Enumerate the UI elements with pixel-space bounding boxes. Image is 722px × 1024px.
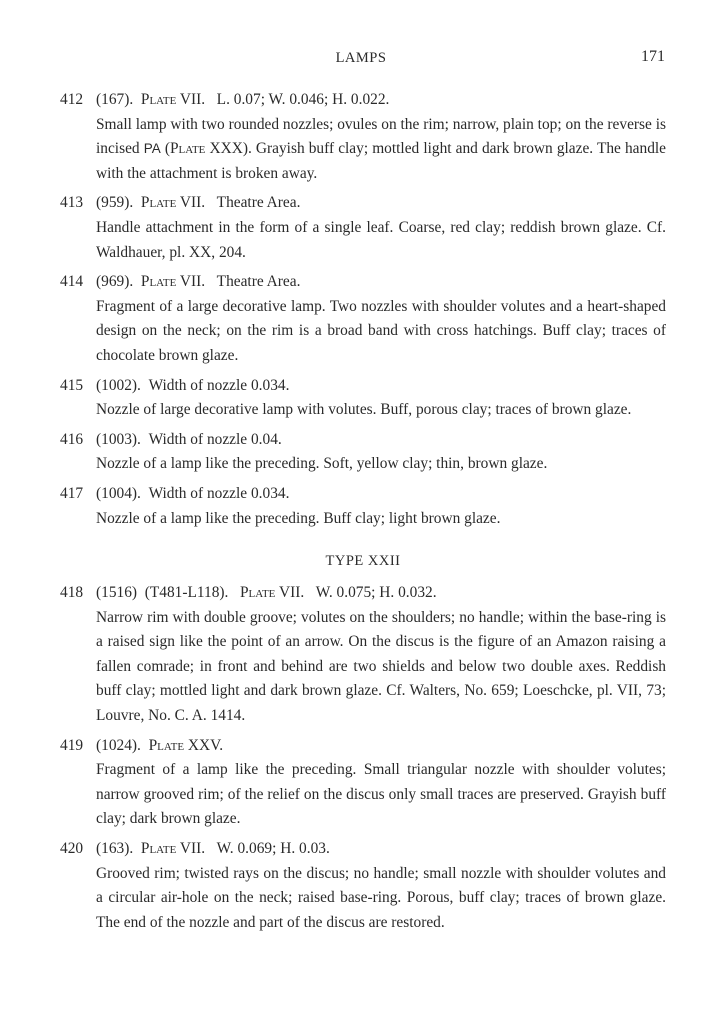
plate-ref: Plate XXV. — [148, 736, 224, 754]
entry-416 — [60, 428, 666, 477]
entry-418 — [60, 581, 666, 729]
entry-number: 412 — [60, 91, 84, 108]
entry-description: Handle attachment in the form of a single leaf. Coarse, red clay; reddish brown glaze. Cf. Waldhauer, pl. XX, 204. — [96, 218, 666, 261]
dimensions: L. 0.07; W. 0.046; H. 0.022. — [216, 91, 390, 108]
inventory-ref: (1002). — [96, 376, 141, 394]
incised-mark: PA — [143, 141, 161, 157]
entry-heading — [60, 191, 666, 216]
section-heading: TYPE XXII — [325, 553, 401, 570]
plate-ref: Plate VII. — [140, 194, 206, 212]
entry-description: Nozzle of a lamp like the preceding. Soft, yellow clay; thin, brown glaze. — [96, 455, 548, 473]
entry-413 — [60, 191, 666, 265]
entry-number: 415 — [60, 376, 84, 394]
entry-heading — [60, 734, 666, 759]
inventory-ref: (959). — [96, 194, 134, 212]
entry-heading — [60, 428, 666, 453]
dimensions: Width of nozzle 0.034. — [148, 376, 290, 394]
inventory-ref: (1003). — [96, 430, 141, 448]
entry-description: Nozzle of large decorative lamp with volutes. Buff, porous clay; traces of brown glaze. — [96, 401, 632, 419]
entry-description — [96, 113, 666, 187]
entry-heading — [60, 837, 666, 862]
entry-description: Fragment of a large decorative lamp. Two nozzles with shoulder volutes and a heart-shaped design on the neck; on the rim is a broad band with cross hatchings. Buff clay; traces of chocolate brown glaze. — [96, 297, 666, 364]
page-body — [60, 88, 666, 940]
page-number: 171 — [641, 48, 665, 65]
description-text: ( — [160, 140, 170, 158]
description-text: XXX). Grayish buff clay; mottled light and dark brown glaze. The handle with the attachment is broken away. — [96, 140, 667, 182]
entry-number: 417 — [60, 484, 84, 502]
dimensions: W. 0.075; H. 0.032. — [315, 584, 437, 602]
entry-number: 418 — [60, 584, 84, 602]
find-location: Theatre Area. — [216, 273, 301, 291]
plate-ref: Plate VII. — [239, 584, 305, 602]
entry-number: 414 — [60, 273, 84, 291]
entry-417 — [60, 482, 666, 531]
entry-number: 420 — [60, 840, 84, 858]
inventory-ref: (163). — [96, 840, 134, 858]
entry-420 — [60, 837, 666, 935]
entry-414 — [60, 270, 666, 368]
entry-415 — [60, 374, 666, 423]
plate-ref: Plate VII. — [140, 91, 206, 108]
entry-description: Nozzle of a lamp like the preceding. Buff clay; light brown glaze. — [96, 509, 501, 527]
entry-heading — [60, 482, 666, 507]
inventory-ref: (1516) — [96, 584, 138, 602]
dimensions: Width of nozzle 0.034. — [148, 484, 290, 502]
description-text: Small lamp with two rounded nozzles; ovules on the rim; narrow, plain top; on the reverse is incised — [96, 115, 666, 158]
entry-heading — [60, 270, 666, 295]
entry-number: 419 — [60, 736, 84, 754]
entry-description: Narrow rim with double groove; volutes on the shoulders; no handle; within the base-ring is a raised sign like the point of an arrow. On the discus is the figure of an Amazon raising a fallen comrade; in front and behind are two shields and below two double axes. Reddish buff clay; mottled light and dark brown glaze. Cf. Walters, No. 659; Loeschcke, pl. VII, 73; Louvre, No. C. A. 1414. — [96, 608, 666, 725]
inventory-ref: (969). — [96, 273, 134, 291]
inventory-ref: (1024). — [96, 736, 141, 754]
entry-description: Fragment of a lamp like the preceding. Small triangular nozzle with shoulder volutes; narrow grooved rim; of the relief on the discus only small traces are preserved. Grayish buff clay; dark brown glaze. — [96, 761, 666, 828]
entry-number: 416 — [60, 430, 84, 448]
inventory-ref: (167). — [96, 91, 134, 108]
inventory-ref: (1004). — [96, 484, 141, 502]
running-head: LAMPS — [335, 50, 387, 66]
entry-heading — [60, 581, 666, 606]
plate-ref: Plate VII. — [140, 273, 206, 291]
entry-419 — [60, 734, 666, 832]
entry-description: Grooved rim; twisted rays on the discus; no handle; small nozzle with shoulder volutes and a circular air-hole on the neck; raised base-ring. Porous, buff clay; traces of brown glaze. The end of the nozzle and part of the discus are restored. — [96, 864, 666, 931]
tomb-ref: (T481-L118). — [144, 584, 229, 602]
entry-412 — [60, 88, 666, 186]
entry-heading — [60, 374, 666, 399]
find-location: Theatre Area. — [216, 194, 301, 212]
entry-number: 413 — [60, 194, 84, 212]
dimensions: Width of nozzle 0.04. — [148, 430, 282, 448]
entry-heading — [60, 88, 666, 113]
plate-ref: Plate VII. — [140, 840, 206, 858]
plate-ref: Plate — [169, 140, 206, 158]
dimensions: W. 0.069; H. 0.03. — [216, 840, 330, 858]
